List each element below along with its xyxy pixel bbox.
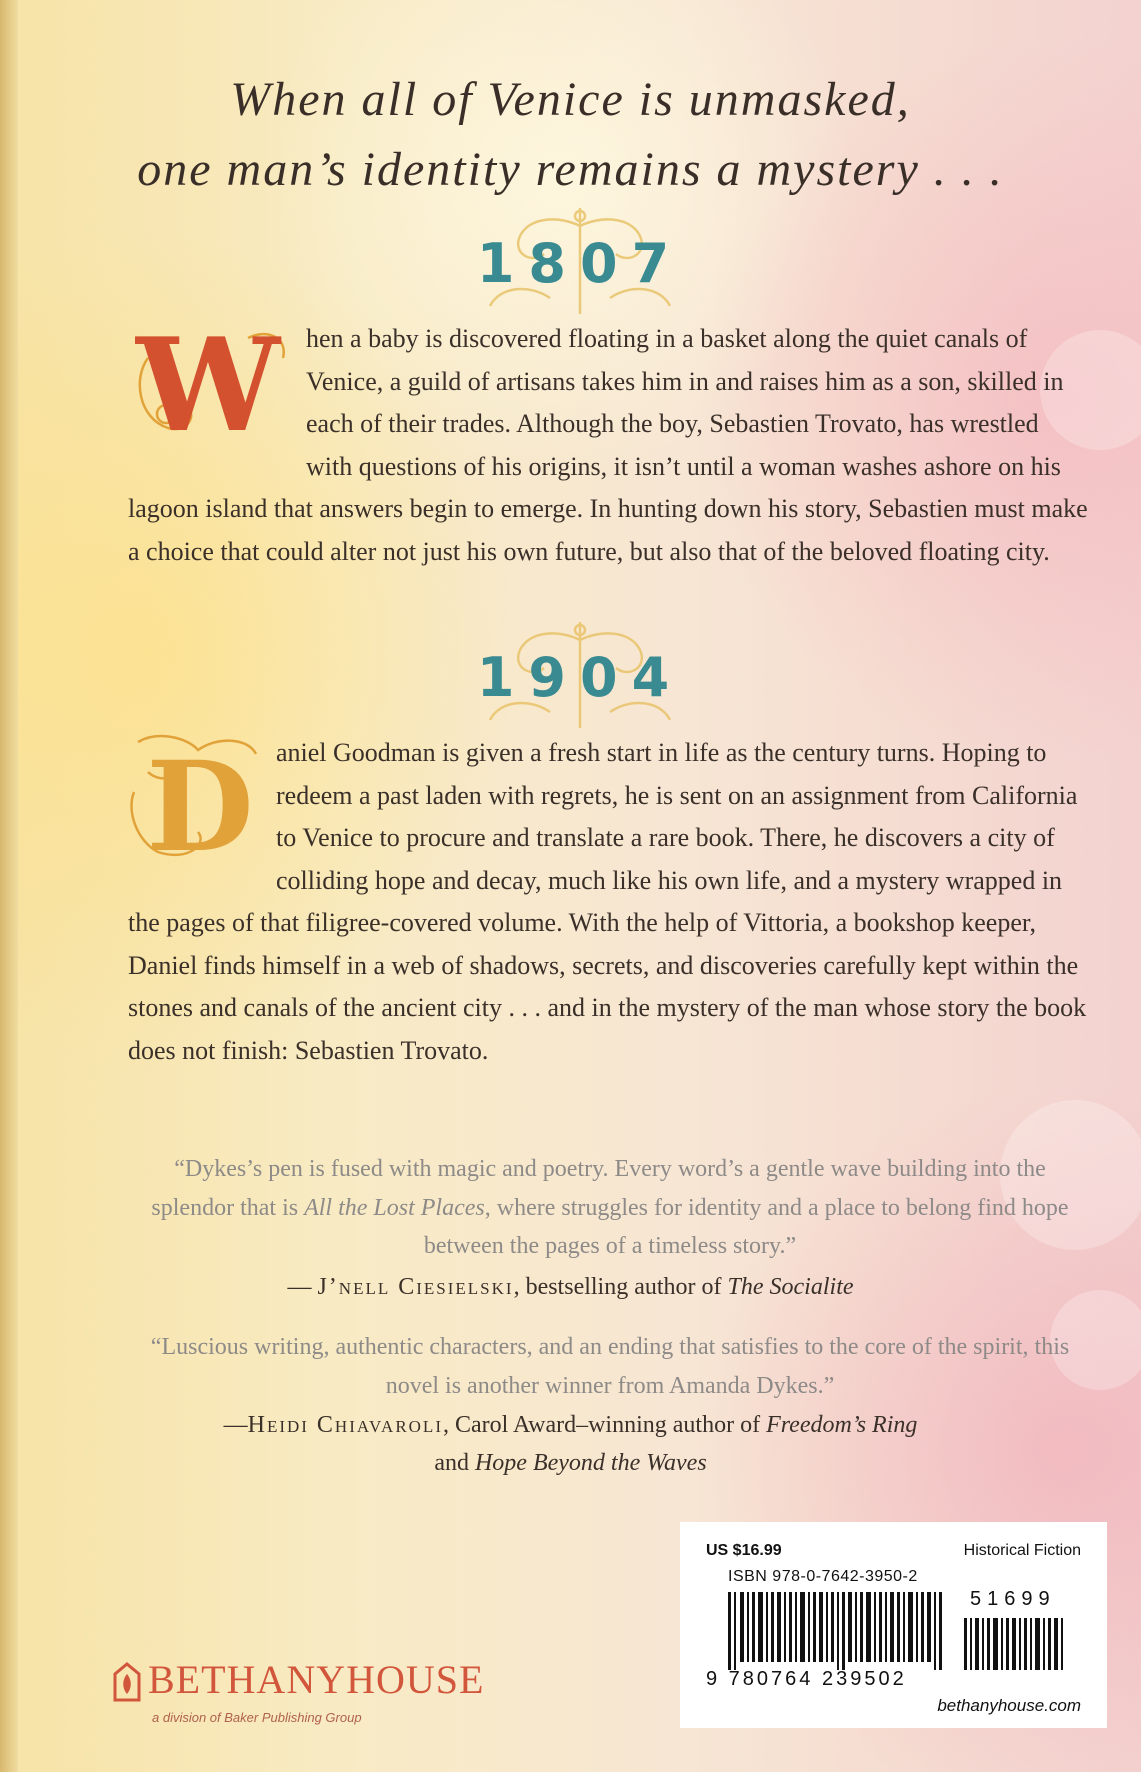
barcode-panel xyxy=(680,1522,1107,1728)
barcode-addon-digits: 51699 xyxy=(970,1588,1056,1610)
publisher-subtitle: a division of Baker Publishing Group xyxy=(152,1710,362,1725)
dropcap-letter: W xyxy=(136,318,280,448)
barcode-digits: 9 780764 239502 xyxy=(706,1668,907,1690)
publisher-name: BETHANYHOUSE xyxy=(148,1657,485,1702)
section-1807-paragraph: hen a baby is discovered floating in a basket along the quiet canals of Venice, a guild of artisans takes him in and raises him as a son, skilled in each of their trades. Although the boy, Sebastien Trovato, has wrestled with questions of his origins, it isn’t until a woman washes ashore on his lagoon island that answers begin to emerge. In hunting down his story, Sebastien must make a choice that could alter not just his own future, but also that of the beloved floating city. xyxy=(128,324,1088,566)
reviewer-book: The Socialite xyxy=(727,1274,854,1300)
review-attribution-2: —Heidi Chiavaroli, Carol Award–winning author of Freedom’s Ring xyxy=(223,1412,918,1438)
dropcap-letter: D xyxy=(146,735,254,862)
headline-line-1: When all of Venice is unmasked, xyxy=(230,73,911,126)
reviewer-book: Hope Beyond the Waves xyxy=(474,1450,707,1476)
year-label: 1807 xyxy=(476,232,684,295)
section-1807-text xyxy=(128,318,1088,573)
review-attribution-1: — J’nell Ciesielski, bestselling author of The Socialite xyxy=(287,1274,854,1300)
reviewer-name: Heidi Chiavaroli xyxy=(247,1412,443,1438)
review-attribution-2-cont: and Hope Beyond the Waves xyxy=(434,1450,707,1476)
review-quote-1: “Dykes’s pen is fused with magic and poetry. Every word’s a gentle wave building into the splendor that is All the Lost Places, where struggles for identity and a place to belong find hope between the pages of a timeless story.” xyxy=(151,1156,1069,1259)
year-heading-1807 xyxy=(460,206,700,316)
isbn-label: ISBN 978-0-7642-3950-2 xyxy=(728,1568,918,1585)
reviewer-name: J’nell Ciesielski xyxy=(317,1274,514,1300)
price-label: US $16.99 xyxy=(706,1542,782,1559)
dropcap-w-icon xyxy=(128,318,298,448)
year-heading-1904 xyxy=(460,620,700,730)
year-label: 1904 xyxy=(476,646,684,709)
category-label: Historical Fiction xyxy=(963,1542,1081,1559)
review-quote-2: “Luscious writing, authentic characters, and an ending that satisfies to the core of the spirit, this novel is another winner from Amanda Dykes.” xyxy=(150,1334,1070,1399)
book-spine-edge xyxy=(0,0,18,1772)
headline-line-2: one man’s identity remains a mystery . . . xyxy=(137,143,1004,196)
reviewer-book: Freedom’s Ring xyxy=(766,1412,918,1438)
section-1904-paragraph: aniel Goodman is given a fresh start in life as the century turns. Hoping to redeem a past laden with regrets, he is sent on an assignment from California to Venice to procure and translate a rare book. There, he discovers a city of colliding hope and decay, much like his own life, and a mystery wrapped in the pages of that filigree-covered volume. With the help of Vittoria, a bookshop keeper, Daniel finds himself in a web of shadows, secrets, and discoveries carefully kept within the stones and canals of the ancient city . . . and in the mystery of the man whose story the book does not finish: Sebastien Trovato. xyxy=(128,738,1087,1065)
barcode-icon xyxy=(728,1592,1088,1670)
bethany-house-logo-icon xyxy=(112,1662,142,1702)
quote-book-title: All the Lost Places xyxy=(304,1194,485,1221)
section-1904-text xyxy=(128,732,1088,1072)
dropcap-d-icon xyxy=(128,732,268,862)
publisher-website: bethanyhouse.com xyxy=(937,1696,1081,1715)
